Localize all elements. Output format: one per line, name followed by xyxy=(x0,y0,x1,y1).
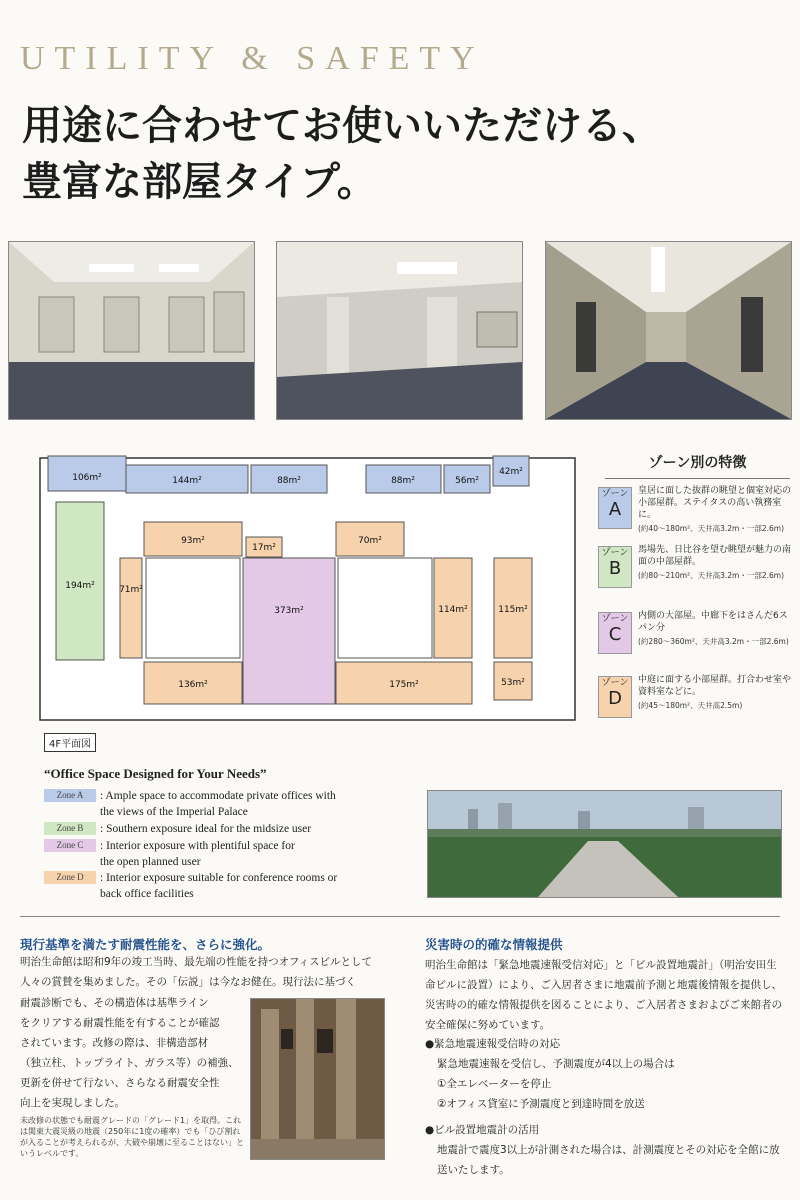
room-115: 115m² xyxy=(498,605,528,615)
zone-d-row xyxy=(598,676,794,720)
room-56: 56m² xyxy=(455,476,479,486)
seismic-paragraph-2: 耐震診断でも、その構造体は基準ライン をクリアする耐震性能を有することが確認 されています。改修の際は、非構造部材 （独立柱、トップライト、ガラス等）の補強、 更新を併せて行ない、さらなる耐震安全性 向上を実現しました。 xyxy=(20,997,239,1109)
zone-d-desc: 中庭に面する小部屋群。打合わせ室や資料室などに。 xyxy=(638,675,792,697)
zone-a-badge: ゾーン A xyxy=(598,487,632,529)
bullet-1-title: ●緊急地震速報受信時の対応 xyxy=(425,1038,561,1050)
photo-open-floor xyxy=(276,241,523,420)
room-144: 144m² xyxy=(172,476,202,486)
zone-b-desc: 馬場先、日比谷を望む眺望が魅力の南面の中部屋群。 xyxy=(638,545,792,567)
zone-a-row xyxy=(598,487,794,531)
room-42: 42m² xyxy=(499,467,523,477)
seismic-paragraph-1: 明治生命館は昭和9年の竣工当時、最先端の性能を持つオフィスビルとして人々の賞賛を集めました。その「伝説」は今なお健在。現行法に基づく xyxy=(20,956,373,988)
zone-d-spec: (約45〜180m²、天井高2.5m) xyxy=(638,701,743,710)
zone-b-row xyxy=(598,546,794,590)
english-title: “Office Space Designed for Your Needs” xyxy=(44,766,267,781)
english-zone-b: Zone B : Southern exposure ideal for the midsize user xyxy=(44,821,394,837)
room-106: 106m² xyxy=(72,473,102,483)
floor-plan xyxy=(38,450,578,725)
floor-plan-label: 4F平面図 xyxy=(44,733,96,752)
headline-line-2: 豊富な部屋タイプ。 xyxy=(22,159,377,205)
section-divider xyxy=(20,916,780,917)
zone-b-spec: (約80〜210m²、天井高3.2m・一部2.6m) xyxy=(638,571,784,580)
room-136: 136m² xyxy=(178,680,208,690)
zone-c-desc: 内側の大部屋。中廊下をはさんだ6スパン分 xyxy=(638,611,788,633)
disaster-list: ●緊急地震速報受信時の対応 緊急地震速報を受信し、予測震度が4以上の場合は ①全エレベーターを停止 ②オフィス貸室に予測震度と到達時間を放送 ●ビル設置地震計の活用 地震計で震度3以上が計測された場合は、計測震度とその対応を全館に放送いたします。 xyxy=(425,1034,787,1180)
zone-d-badge: ゾーン D xyxy=(598,676,632,718)
zone-a-spec: (約40〜180m²、天井高3.2m・一部2.6m) xyxy=(638,524,784,533)
room-88b: 88m² xyxy=(391,476,415,486)
headline-line-1: 用途に合わせてお使いいただける、 xyxy=(22,103,662,149)
english-zone-a: Zone A : Ample space to accommodate private offices with the views of the Imperial Palace xyxy=(44,788,394,820)
room-114: 114m² xyxy=(438,605,468,615)
floor-plan-drawing xyxy=(38,450,578,725)
seismic-note: 未改修の状態でも耐震グレードの「グレード1」を取得。これは関東大震災級の地震（250年に1度の確率）でも「ひび割れが入ることが考えられるが、大破や崩壊に至ることはない」というレベルです。 xyxy=(20,1116,244,1158)
bullet-2-title: ●ビル設置地震計の活用 xyxy=(425,1124,540,1136)
photo-city-view xyxy=(427,790,782,898)
english-zone-c: Zone C : Interior exposure with plentiful space for the open planned user xyxy=(44,838,394,870)
zone-c-badge: ゾーン C xyxy=(598,612,632,654)
photo-building-exterior xyxy=(250,998,385,1160)
photo-corridor xyxy=(545,241,792,420)
room-17: 17m² xyxy=(252,543,276,553)
disaster-title: 災害時の的確な情報提供 xyxy=(425,937,563,952)
zone-b-badge: ゾーン B xyxy=(598,546,632,588)
room-71: 71m² xyxy=(119,585,143,595)
room-373: 373m² xyxy=(274,606,304,616)
section-title-en: UTILITY & SAFETY xyxy=(20,40,485,77)
photo-office-room xyxy=(8,241,255,420)
zone-c-row xyxy=(598,612,794,656)
zone-legend-title: ゾーン別の特徴 xyxy=(605,452,790,479)
zone-a-desc: 皇居に面した抜群の眺望と個室対応の小部屋群。ステイタスの高い執務室に。 xyxy=(638,486,792,520)
room-53: 53m² xyxy=(501,678,525,688)
room-194: 194m² xyxy=(65,581,95,591)
zone-c-spec: (約280〜360m²、天井高3.2m・一部2.6m) xyxy=(638,637,789,646)
seismic-title: 現行基準を満たす耐震性能を、さらに強化。 xyxy=(20,937,271,952)
room-70: 70m² xyxy=(358,536,382,546)
room-93: 93m² xyxy=(181,536,205,546)
disaster-paragraph: 明治生命館は「緊急地震速報受信対応」と「ビル設置地震計」（明治安田生命ビルに設置）により、ご入居者さまに地震前予測と地震後情報を提供し、災害時の的確な情報提供を図ることにより、ご入居者さまおよびご来館者の安全確保に努めています。 xyxy=(425,959,782,1031)
english-zone-d: Zone D : Interior exposure suitable for conference rooms or back office facilities xyxy=(44,870,394,902)
room-175: 175m² xyxy=(389,680,419,690)
room-88a: 88m² xyxy=(277,476,301,486)
headline xyxy=(22,98,662,210)
